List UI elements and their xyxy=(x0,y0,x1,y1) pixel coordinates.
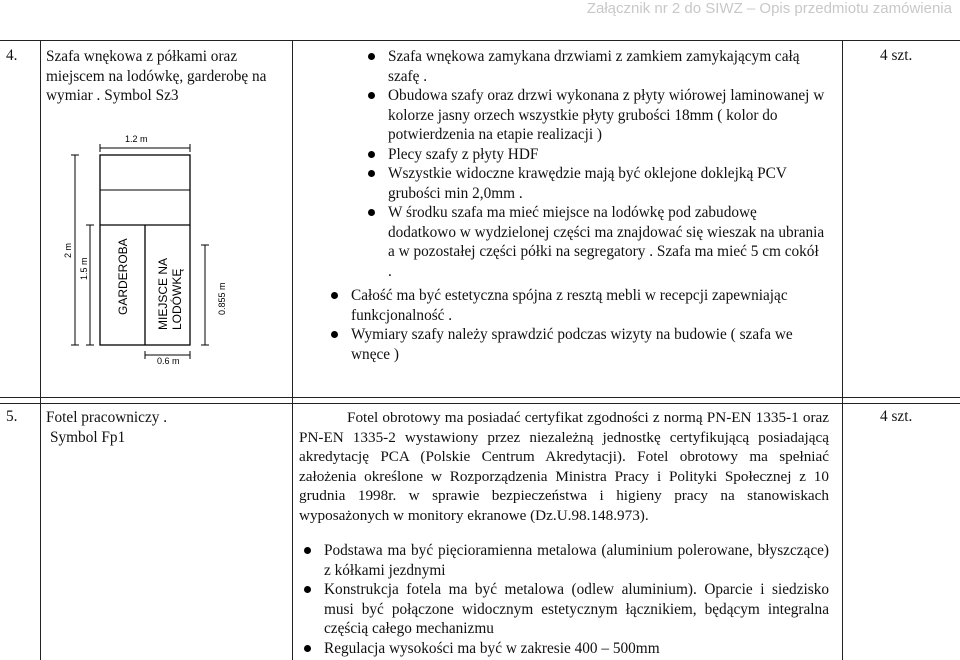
list-item: W środku szafa ma mieć miejsce na lodówkę pod zabudowę dodatkowo w wydzielonej części ma znajdować się wieszak na ubrania a w pozostałej części półki na segregatory . Szafa ma mieć 5 cm cokół . xyxy=(366,203,826,281)
item-name xyxy=(46,47,286,106)
dim-top: 1.2 m xyxy=(125,134,148,144)
label-garderoba: GARDEROBA xyxy=(116,238,130,315)
item-name xyxy=(46,408,286,447)
list-item: Regulacja wysokości ma być w zakresie 400 – 500mm xyxy=(302,639,829,659)
column-divider xyxy=(40,40,41,660)
dim-side: 0.855 m xyxy=(217,282,227,315)
column-divider xyxy=(842,40,843,660)
list-item: Wszystkie widoczne krawędzie mają być oklejone doklejką PCV grubości min 2,0mm . xyxy=(366,164,826,203)
row4-description xyxy=(366,47,826,281)
quantity: 4 szt. xyxy=(880,47,913,64)
bullet-list-a xyxy=(366,47,826,281)
list-item: Plecy szafy z płyty HDF xyxy=(366,145,826,165)
row5-bullets xyxy=(302,541,829,658)
list-item: Konstrukcja fotela ma być metalowa (odlew aluminium). Oparcie i siedzisko musi być połączone widocznym estetycznym łącznikiem, będącym integralna częścią całego mechanizmu xyxy=(302,580,829,639)
row-divider xyxy=(0,397,960,398)
bullet-list-b xyxy=(329,286,826,364)
row-divider xyxy=(0,403,960,404)
list-item: Szafa wnękowa zamykana drzwiami z zamkiem zamykającym całą szafę . xyxy=(366,47,826,86)
column-divider xyxy=(292,40,293,660)
item-name-line: wymiar . Symbol Sz3 xyxy=(46,87,179,104)
wardrobe-diagram xyxy=(55,130,245,365)
label-fridge-2: LODÓWKĘ xyxy=(170,268,184,330)
item-name-line: Szafa wnękowa z półkami oraz xyxy=(46,48,238,65)
quantity: 4 szt. xyxy=(880,408,913,425)
row-number: 4. xyxy=(6,47,18,64)
table-border-top xyxy=(0,40,960,41)
label-fridge-1: MIEJSCE NA xyxy=(156,257,170,330)
bullet-list-fotel xyxy=(302,541,829,658)
dim-height: 2 m xyxy=(63,242,73,258)
row-number: 5. xyxy=(6,408,18,425)
list-item: Całość ma być estetyczna spójna z resztą mebli w recepcji zapewniając funkcjonalność . xyxy=(329,286,826,325)
item-name-line: Fotel pracowniczy . xyxy=(46,409,168,426)
list-item: Obudowa szafy oraz drzwi wykonana z płyty wiórowej laminowanej w kolorze jasny orzech wszystkie płyty grubości 18mm ( kolor do potwierdzenia na etapie realizacji ) xyxy=(366,86,826,145)
item-name-line: miejscem na lodówkę, garderobę na xyxy=(46,67,267,85)
row4-description-b xyxy=(329,286,826,364)
row5-paragraph: Fotel obrotowy ma posiadać certyfikat zgodności z normą PN-EN 1335-1 oraz PN-EN 1335-2 wystawiony przez niezależną jednostkę certyfikującą posiadającą akredytację PCA (Polskie Centrum Akredytacji). Fotel obrotowy ma spełniać założenia określone w Rozporządzenia Ministra Pracy i Polityki Społecznej z 10 grudnia 1998r. w sprawie bezpieczeństwa i higieny pracy na stanowiskach wyposażonych w monitory ekranowe (Dz.U.98.148.973). xyxy=(299,409,829,524)
document-header: Załącznik nr 2 do SIWZ – Opis przedmiotu zamówienia xyxy=(586,0,952,17)
list-item: Wymiary szafy należy sprawdzić podczas wizyty na budowie ( szafa we wnęce ) xyxy=(329,325,826,364)
item-name-line: Symbol Fp1 xyxy=(50,428,126,446)
dim-inner: 1.5 m xyxy=(79,257,89,280)
dim-bottom: 0.6 m xyxy=(157,356,180,365)
list-item: Podstawa ma być pięcioramienna metalowa (aluminium polerowane, błyszczące) z kółkami jezdnymi xyxy=(302,541,829,580)
